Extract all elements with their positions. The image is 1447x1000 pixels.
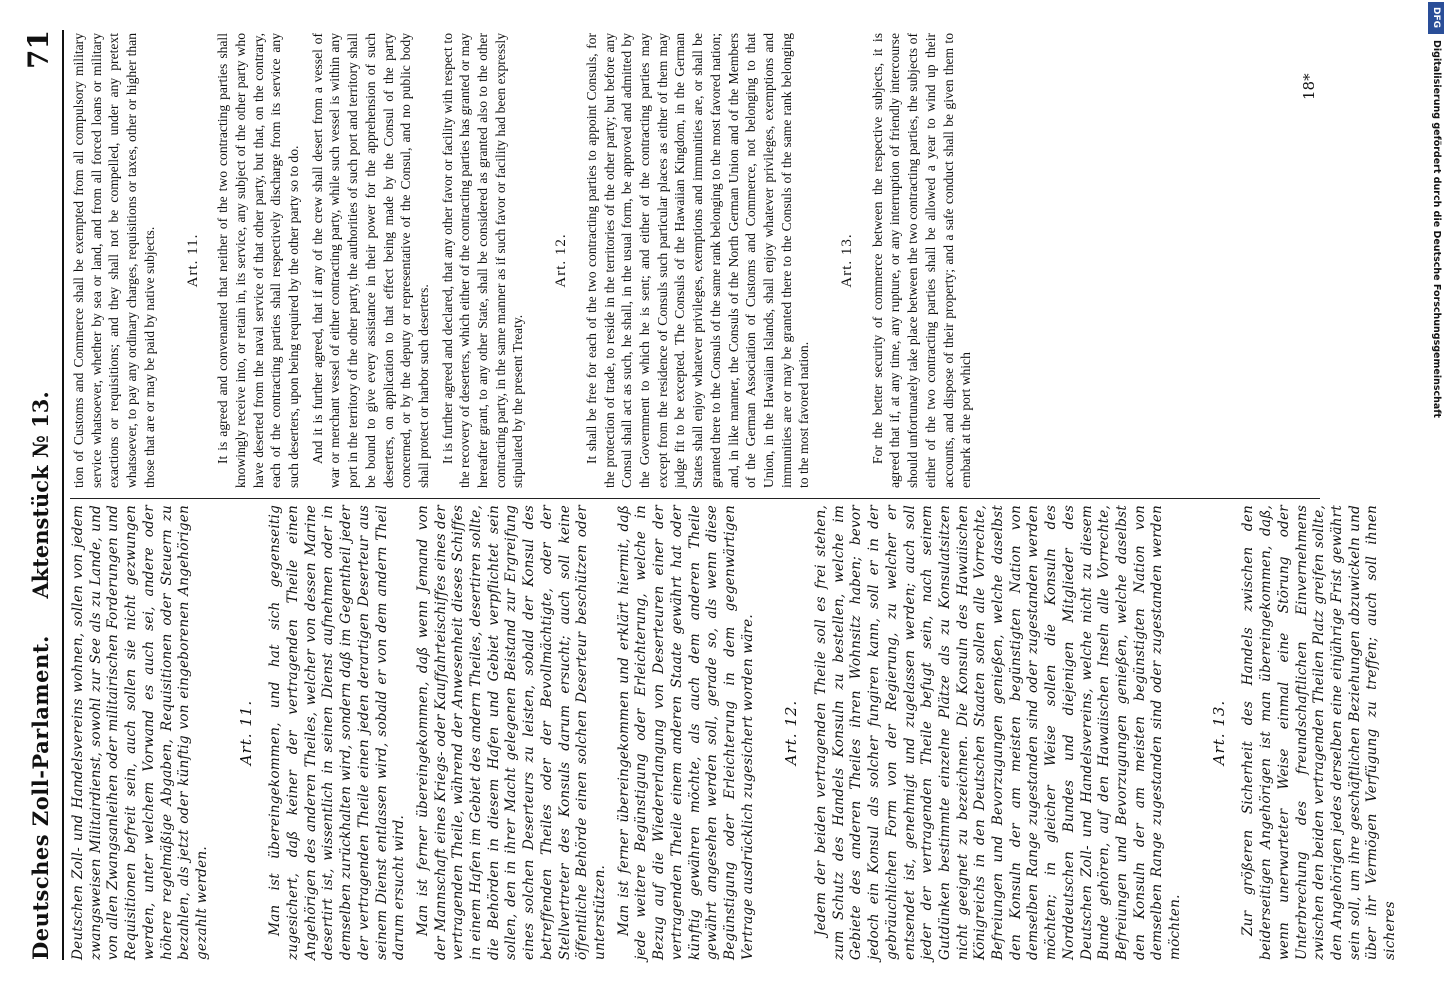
german-article-11-paragraph-1: Man ist übereingekommen, und hat sich gegenseitig zugesichert, daß keiner der vertragenden Theile einen Angehörigen des anderen Theiles, welcher von dessen Marine desertirt ist, wissentlich in seinen Dienst aufnehmen oder in demselben zurückhalten wird, sondern daß im Gegentheil jeder der vertragenden Theile einen jeden derartigen Deserteur aus seinem Dienst entlassen wird, sobald er von dem andern Theil darum ersucht wird. (267, 505, 408, 960)
english-article-11-paragraph-2: And it is further agreed, that if any of the crew shall desert from a vessel of war or merchant vessel of either contracting party, while such vessel is within any port in the territory of the other party, the authorities of such port and territory shall be bound to give every assistance in their power for the apprehension of such deserters, on application to that effect being made by the Consul of the party concerned, or by the deputy or representative of the Consul, and no public body shall protect or harbor such deserters. (309, 33, 431, 488)
german-article-11-paragraph-2: Man ist ferner übereingekommen, daß wenn Jemand von der Mannschaft eines Kriegs- oder Kauffahrteischiffes eines der vertragenden Theile, während der Anwesenheit dieses Schiffes in einem Hafen im Gebiet des andern Theiles, desertiren sollte, die Behörden in diesem Hafen und Gebiet verpflichtet sein sollen, den in ihrer Macht gelegenen Beistand zur Ergreifung eines solchen Deserteurs zu leisten, sobald der Konsul des betreffenden Theiles oder der Bevollmächtigte, oder der Stellvertreter des Konsuls darum ersucht; auch soll keine öffentliche Behörde einen solchen Deserteur beschützen oder unterstützen. (414, 505, 608, 960)
english-article-12-heading: Art. 12. (553, 233, 570, 288)
english-article-11-paragraph-3: It is further agreed and declared, that any other favor or facility with respect to the recovery of deserters, which either of the contracting parties has granted or may hereafter grant, to any other State, shall be considered as granted also to the other contracting party, in the same manner as if such favor or facility had been expressly stipulated by the present Treaty. (439, 33, 526, 488)
english-article-12-paragraph: It shall be free for each of the two contracting parties to appoint Consuls, for the protection of trade, to reside in the territories of the other party; but before any Consul shall act as such, he shall, in the usual form, be approved and admitted by the Government to which he is sent; and either of the contracting parties may except from the residence of Consuls such particular places as either of them may judge fit to be excepted. The Consuls of the Hawaiian Kingdom, in the German States shall enjoy whatever privileges, exemptions and immunities are, or shall be granted there to the Consuls of the same rank belonging to the most favored nation; and, in like manner, the Consuls of the North German Union and of the Members of the German Association of Customs and Commerce, not belonging to that Union, in the Hawaiian Islands, shall enjoy whatever privileges, exemptions and immunities are or may be granted there to the Consuls of the same rank belonging to the most favored nation. (583, 33, 812, 488)
english-intro-paragraph: tion of Customs and Commerce shall be exempted from all compulsory military service whatsoever, whether by sea or land, and from all forced loans or military exactions or requisitions; and they shall not be compelled, under any pretext whatsoever, to pay any ordinary charges, requisitions or taxes, other or higher than those that are or may be paid by native subjects. (71, 33, 157, 488)
header-document-number: Aktenstück № 13. (28, 391, 53, 599)
german-article-13-paragraph: Zur größeren Sicherheit des Handels zwischen den beiderseitigen Angehörigen ist man übereingekommen, daß, wenn unerwarteter Weise einmal eine Störung oder Unterbrechung des freundschaftlichen Einvernehmens zwischen den beiden vertragenden Theilen Platz greifen sollte, den Angehörigen jedes derselben eine einjährige Frist gewährt sein soll, um ihre geschäftlichen Beziehungen abzuwickeln und über ihr Vermögen Verfügung zu treffen; auch soll ihnen sicheres (1240, 505, 1399, 960)
german-article-13-heading: Art. 13. (1209, 699, 1228, 766)
german-article-11-heading: Art. 11. (236, 699, 255, 766)
dfg-funding-note: Digitalisierung gefördert durch die Deutsche Forschungsgemeinschaft (1431, 40, 1442, 418)
column-divider (70, 498, 1320, 499)
german-article-12-paragraph: Jedem der beiden vertragenden Theile soll es frei stehen, zum Schutz des Handels Konsuln zu bestellen, welche im Gebiete des anderen Theiles ihren Wohnsitz haben; bevor jedoch ein Konsul als solcher fungiren kann, soll er in der gebräuchlichen Form von der Regierung, zu welcher er entsendet ist, genehmigt und zugelassen werden; auch soll jeder der vertragenden Theile befugt sein, nach seinem Gutdünken bestimmte einzelne Plätze als zu Konsulatsitzen nicht geeignet zu bezeichnen. Die Konsuln des Hawaiischen Königreichs in den Deutschen Staaten sollen alle Vorrechte, Befreiungen und Bevorzugungen genießen, welche daselbst den Konsuln der am meisten begünstigten Nation von demselben Range zugestanden sind oder zugestanden werden möchten; in gleicher Weise sollen die Konsuln des Norddeutschen Bundes und diejenigen Mitglieder des Deutschen Zoll- und Handelsvereins, welche nicht zu diesem Bunde gehören, auf den Hawaiischen Inseln alle Vorrechte, Befreiungen und Bevorzugungen genießen, welche daselbst den Konsuln der am meisten begünstigten Nation von demselben Range zugestanden sind oder zugestanden werden möchten. (813, 505, 1184, 960)
sheet-signature: 18* (1300, 73, 1318, 100)
dfg-logo-icon: DFG (1428, 2, 1444, 34)
dfg-watermark (1428, 0, 1444, 1000)
english-article-13-paragraph: For the better security of commerce between the respective subjects, it is agreed that if, at any time, any rupture, or any interruption of friendly intercourse should unfortunately take place between the two contracting parties, the subjects of either of the two contracting parties shall be allowed a year to wind up their accounts, and dispose of their property; and a safe conduct shall be given them to embark at the port which (869, 33, 974, 488)
german-column (70, 505, 1406, 960)
page-number: 71 (22, 30, 55, 69)
page-header (20, 30, 60, 960)
german-article-11-paragraph-3: Man ist ferner übereingekommen und erklärt hiermit, daß jede weitere Begünstigung oder Erleichterung, welche in Bezug auf die Wiedererlangung von Deserteuren einer der vertragenden Theile einem anderen Staate gewährt hat oder künftig gewähren möchte, als auch dem anderen Theile gewährt angesehen werden soll, gerade so, als wenn diese Begünstigung oder Erleichterung in dem gegenwärtigen Vertrage ausdrücklich zugesichert worden wäre. (615, 505, 756, 960)
german-article-12-heading: Art. 12. (782, 699, 801, 766)
header-title: Deutsches Zoll-Parlament. (28, 635, 53, 960)
english-article-11-paragraph-1: It is agreed and convenanted that neither of the two contracting parties shall knowingly receive into, or retain in, its service, any subject of the other party who have deserted from the naval service of that other party, but that, on the contrary, each of the contracting parties shall respectively discharge from its service any such deserters, upon being required by the other party so to do. (215, 33, 302, 488)
english-article-11-heading: Art. 11. (184, 233, 201, 288)
english-article-13-heading: Art. 13. (839, 233, 856, 288)
german-intro-paragraph: Deutschen Zoll- und Handelsvereins wohnen, sollen von jedem zwangsweisen Militairdienst, sowohl zur See als zu Lande, und von allen Zwangsanleihen oder militairischen Forderungen und Requisitionen befreit sein, auch sollen sie nicht gezwungen werden, unter welchem Vorwand es auch sei, andere oder höhere regelmäßige Abgaben, Requisitionen oder Steuern zu bezahlen, als jetzt oder künftig von eingeborenen Angehörigen gezahlt werden. (70, 505, 210, 960)
english-column (70, 33, 981, 488)
header-rule (62, 30, 64, 960)
